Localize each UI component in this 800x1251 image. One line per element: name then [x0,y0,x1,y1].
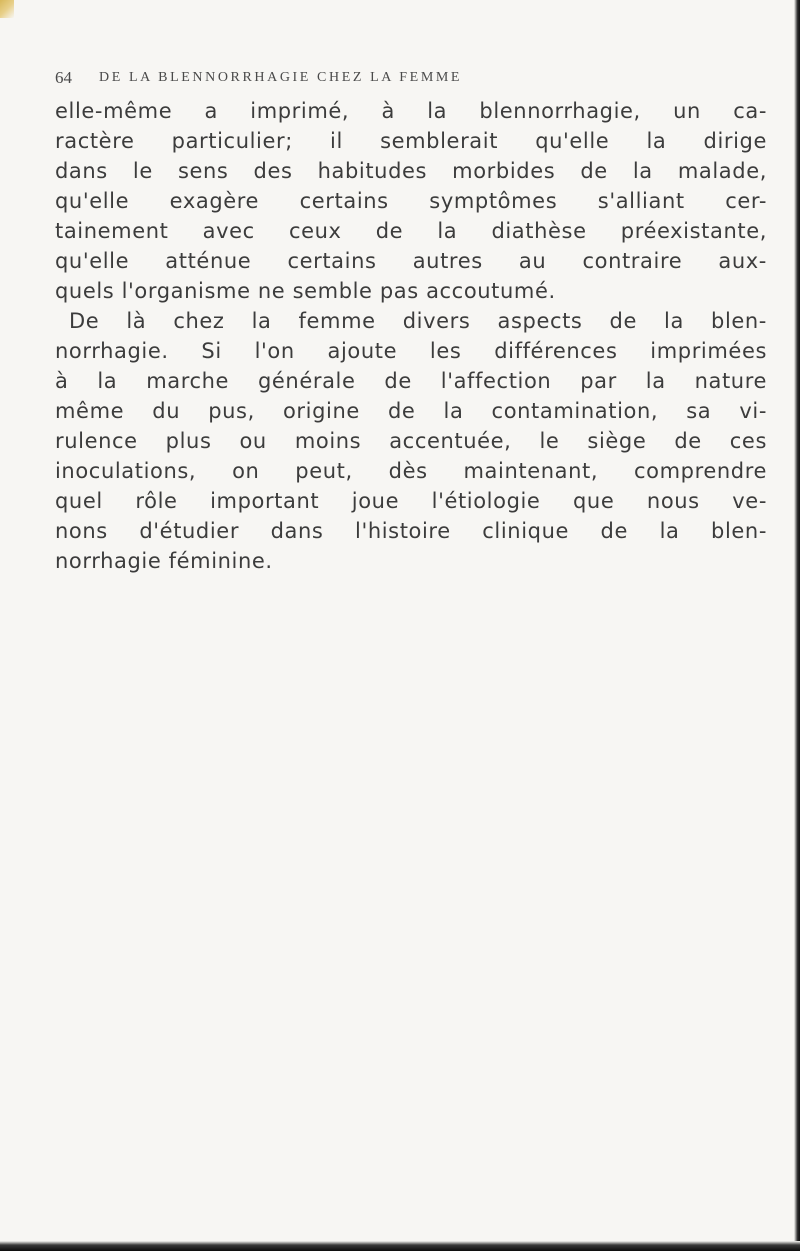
text-line: qu'elle atténue certains autres au contraire aux- [55,249,767,273]
text-line: nons d'étudier dans l'histoire clinique de la blen- [55,519,767,543]
text-line: tainement avec ceux de la diathèse préexistante, [55,219,767,243]
page-corner-stain [0,0,14,18]
text-line: norrhagie. Si l'on ajoute les différences imprimées [55,339,767,363]
text-line: De là chez la femme divers aspects de la blen- [69,309,767,333]
text-line: ractère particulier; il semblerait qu'elle la dirige [55,129,767,153]
text-line: dans le sens des habitudes morbides de la malade, [55,159,767,183]
text-line: norrhagie féminine. [55,549,273,573]
page-number: 64 [55,68,72,87]
text-line: rulence plus ou moins accentuée, le siège de ces [55,429,767,453]
page-bottom-edge [0,1241,800,1251]
text-line: quels l'organisme ne semble pas accoutumé. [55,279,556,303]
text-line: qu'elle exagère certains symptômes s'alliant cer- [55,189,767,213]
body-paragraphs [55,96,767,576]
text-line: elle-même a imprimé, à la blennorrhagie, un ca- [55,99,767,123]
text-line: à la marche générale de l'affection par la nature [55,369,767,393]
text-line: inoculations, on peut, dès maintenant, comprendre [55,459,767,483]
text-line: même du pus, origine de la contamination, sa vi- [55,399,767,423]
running-head [55,68,755,94]
page-right-edge [794,0,800,1251]
running-title: DE LA BLENNORRHAGIE CHEZ LA FEMME [99,70,463,85]
text-line: quel rôle important joue l'étiologie que nous ve- [55,489,767,513]
